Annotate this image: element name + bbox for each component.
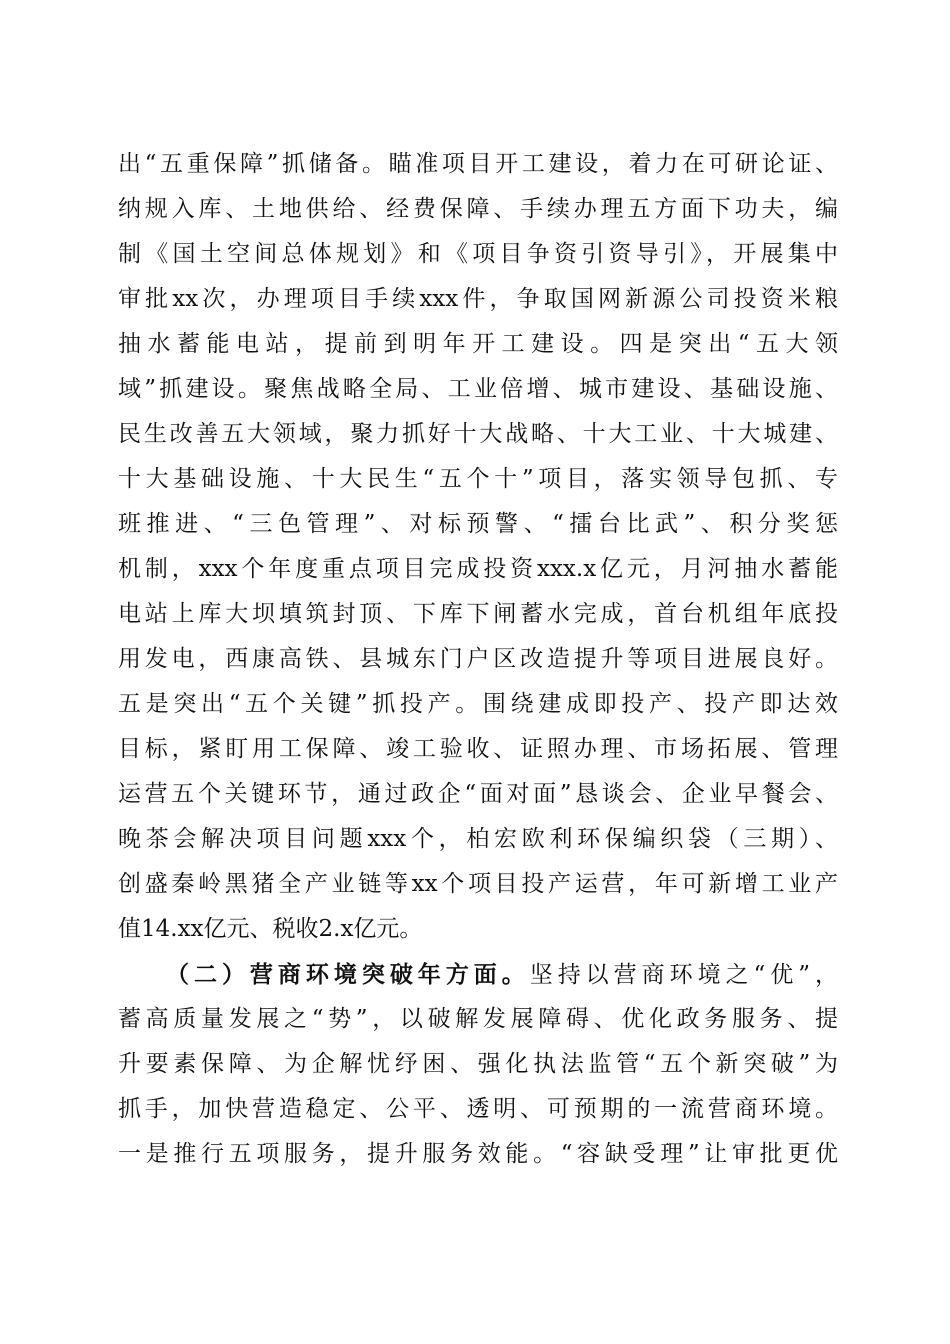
- paragraph-line: 抽水蓄能电站，提前到明年开工建设。四是突出“五大领: [118, 331, 838, 357]
- document-body: [118, 142, 838, 1177]
- paragraph-line: 出“五重保障”抓储备。瞄准项目开工建设，着力在可研论证、: [118, 151, 838, 177]
- section-2-heading: （二）营商环境突破年方面。: [166, 961, 530, 988]
- paragraph-line: 升要素保障、为企解忧纾困、强化执法监管“五个新突破”为: [118, 1051, 838, 1077]
- paragraph-line: 蓄高质量发展之“势”，以破解发展障碍、优化政务服务、提: [118, 1006, 838, 1032]
- paragraph-line: 机制，xxx个年度重点项目完成投资xxx.x亿元，月河抽水蓄能: [118, 556, 838, 582]
- paragraph-line: 用发电，西康高铁、县城东门户区改造提升等项目进展良好。: [118, 646, 838, 672]
- section-2-first-text: 坚持以营商环境之“优”，: [529, 962, 838, 988]
- paragraph-line: 电站上库大坝填筑封顶、下库下闸蓄水完成，首台机组年底投: [118, 601, 838, 627]
- paragraph-line: 域”抓建设。聚焦战略全局、工业倍增、城市建设、基础设施、: [118, 376, 838, 402]
- paragraph-line: 运营五个关键环节，通过政企“面对面”恳谈会、企业早餐会、: [118, 781, 838, 807]
- paragraph-line: 创盛秦岭黑猪全产业链等xx个项目投产运营，年可新增工业产: [118, 871, 838, 897]
- paragraph-line: 一是推行五项服务，提升服务效能。“容缺受理”让审批更优: [118, 1141, 838, 1167]
- paragraph-line: 晚茶会解决项目问题xxx个，柏宏欧利环保编织袋（三期）、: [118, 826, 838, 852]
- paragraph-line: 五是突出“五个关键”抓投产。围绕建成即投产、投产即达效: [118, 691, 838, 717]
- paragraph-line: 十大基础设施、十大民生“五个十”项目，落实领导包抓、专: [118, 466, 838, 492]
- section-2-first-line: [118, 952, 838, 997]
- paragraph-line: 抓手，加快营造稳定、公平、透明、可预期的一流营商环境。: [118, 1096, 838, 1122]
- paragraph-line: 制《国土空间总体规划》和《项目争资引资导引》，开展集中: [118, 241, 838, 267]
- paragraph-line: 值14.xx亿元、税收2.x亿元。: [118, 916, 423, 942]
- paragraph-line: 民生改善五大领域，聚力抓好十大战略、十大工业、十大城建、: [118, 421, 838, 447]
- paragraph-line: 目标，紧盯用工保障、竣工验收、证照办理、市场拓展、管理: [118, 736, 838, 762]
- paragraph-line: 班推进、“三色管理”、对标预警、“擂台比武”、积分奖惩: [118, 511, 838, 537]
- paragraph-line: 审批xx次，办理项目手续xxx件，争取国网新源公司投资米粮: [118, 286, 838, 312]
- paragraph-line: 纳规入库、土地供给、经费保障、手续办理五方面下功夫，编: [118, 196, 838, 222]
